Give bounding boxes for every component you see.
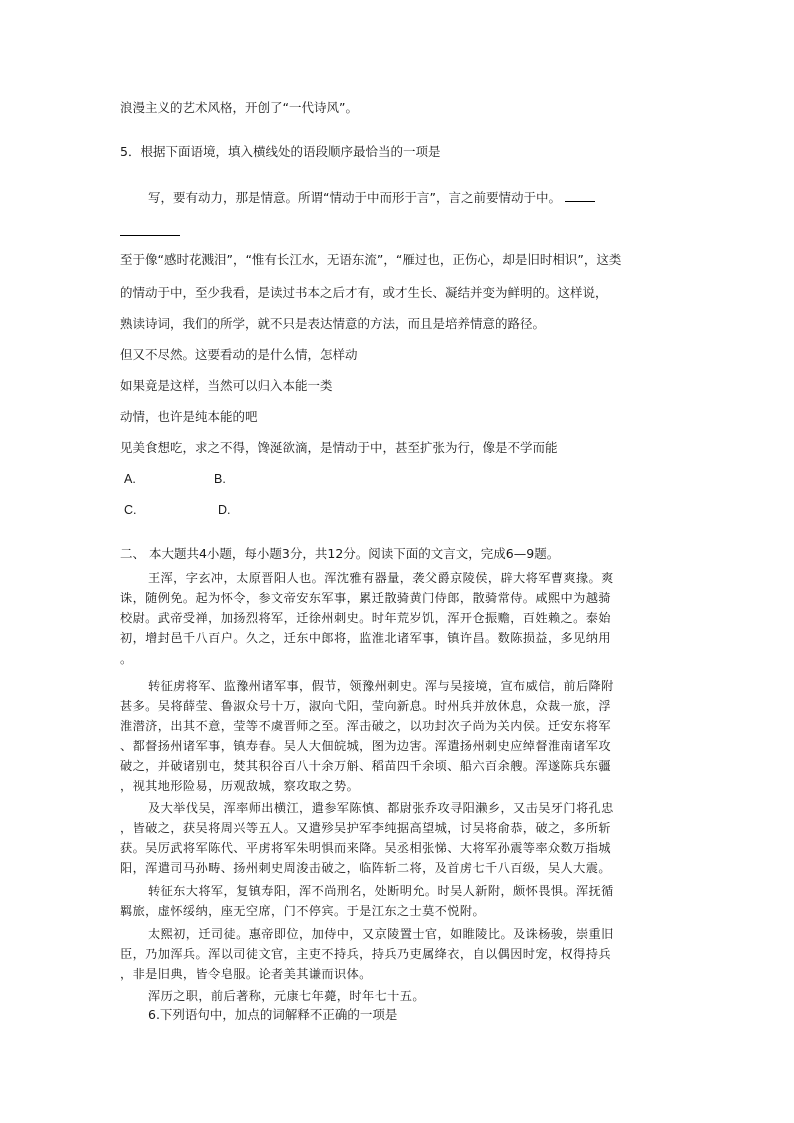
sentence-option-1: 但又不尽然。这要看动的是什么情，怎样动: [120, 347, 358, 362]
classical-text-line: 阳，浑遣司马孙畴、扬州刺史周浚击破之，临阵斩二将，及首虏七千八百级，吴人大震。: [120, 861, 611, 875]
question-6-stem: 6.下列语句中，加点的词解释不正确的一项是: [148, 1007, 398, 1022]
classical-text-line: 王浑，字玄冲，太原晋阳人也。浑沈雅有器量，袭父爵京陵侯，辟大将军曹爽掾。爽: [148, 571, 614, 585]
classical-text-line: 太熙初，迁司徒。惠帝即位，加侍中，又京陵置士官，如睢陵比。及诛杨骏，崇重旧: [148, 927, 614, 941]
classical-text-line: 转征虏将军、监豫州诸军事，假节，领豫州刺史。浑与吴接境，宣布威信，前后降附: [148, 679, 614, 693]
classical-text-line: 转征东大将军，复镇寿阳，浑不尚刑名，处断明允。时吴人新附，颇怀畏惧。浑抚循: [148, 884, 614, 898]
passage-line-3: 的情动于中，至少我看，是读过书本之后才有，或才生长、凝结并变为鲜明的。这样说，: [120, 285, 608, 300]
intro-line: 浪漫主义的艺术风格，开创了“一代诗风”。: [120, 100, 358, 115]
classical-text-line: ，皆破之，获吴将周兴等五人。又遣殄吴护军李纯据高望城，讨吴将俞恭，破之，多所斩: [120, 821, 611, 835]
classical-text-line: 校尉。武帝受禅，加扬烈将军，迁徐州刺史。时年荒岁饥，浑开仓振赡，百姓赖之。泰始: [120, 611, 611, 625]
classical-text-line: 获。吴厉武将军陈代、平虏将军朱明惧而来降。吴丞相张悌、大将军孙震等率众数万指城: [120, 841, 611, 855]
classical-text-line: 臣，乃加浑兵。浑以司徒文官，主吏不持兵，持兵乃吏属绛衣，自以偶因时宠，权得持兵: [120, 947, 611, 961]
classical-text-line: 初，增封邑千八百户。久之，迁东中郎将，监淮北诸军事，镇许昌。数陈损益，多见纳用: [120, 631, 611, 645]
passage-line-1: [148, 189, 595, 206]
question-5-stem: 5．根据下面语境，填入横线处的语段顺序最恰当的一项是: [120, 144, 441, 159]
passage-text-1: 写，要有动力，那是情意。所谓“情动于中而形于言”，言之前要情动于中。: [148, 190, 561, 205]
passage-line-4: 熟读诗词，我们的所学，就不只是表达情意的方法，而且是培养情意的路径。: [120, 316, 546, 331]
classical-text-line: 、都督扬州诸军事，镇寿春。吴人大佃皖城，图为边害。浑遣扬州刺史应绰督淮南诸军攻: [120, 739, 611, 753]
section-2-heading: 二、 本大题共4小题，每小题3分，共12分。阅读下面的文言文，完成6—9题。: [120, 546, 560, 561]
classical-text-line: 及大举伐吴，浑率师出横江，遣参军陈慎、都尉张乔攻寻阳濑乡，又击吴牙门将孔忠: [148, 801, 614, 815]
answer-blank: [565, 189, 595, 202]
sentence-option-3: 动情，也许是纯本能的吧: [120, 409, 258, 424]
choice-b: B.: [214, 472, 226, 486]
classical-text-line: 破之，并破诸别屯，焚其积谷百八十余万斛、稻苗四千余顷、船六百余艘。浑遂陈兵东疆: [120, 759, 611, 773]
classical-text-line: 淮潜济，出其不意，莹等不虞晋师之至。浑击破之，以功封次子尚为关内侯。迁安东将军: [120, 719, 611, 733]
classical-text-line: ，视其地形险易，历观敌城，察攻取之势。: [120, 779, 360, 793]
answer-blank-continuation: [120, 235, 180, 236]
choice-d: D.: [218, 503, 231, 517]
choice-a: A.: [124, 472, 136, 486]
choice-c: C.: [124, 503, 137, 517]
classical-text-line: ，非是旧典，皆令皂服。论者美其谦而识体。: [120, 967, 372, 981]
classical-text-line: 。: [120, 652, 133, 666]
passage-line-2: 至于像“感时花溅泪”，“惟有长江水，无语东流”，“雁过也，正伤心，却是旧时相识”，这类: [120, 252, 622, 267]
classical-text-line: 羁旅，虚怀绥纳，座无空席，门不停宾。于是江东之士莫不悦附。: [120, 904, 486, 918]
sentence-option-2: 如果竟是这样，当然可以归入本能一类: [120, 378, 333, 393]
classical-text-line: 诛，随例免。起为怀令，参文帝安东军事，累迁散骑黄门侍郎，散骑常侍。咸熙中为越骑: [120, 591, 611, 605]
classical-text-line: 浑历之职，前后著称，元康七年薨，时年七十五。: [148, 989, 425, 1003]
sentence-option-4: 见美食想吃，求之不得，馋涎欲滴，是情动于中，甚至扩张为行，像是不学而能: [120, 440, 558, 455]
classical-text-line: 甚多。吴将薛莹、鲁淑众号十万，淑向弋阳，莹向新息。时州兵并放休息，众裁一旅，浮: [120, 699, 611, 713]
